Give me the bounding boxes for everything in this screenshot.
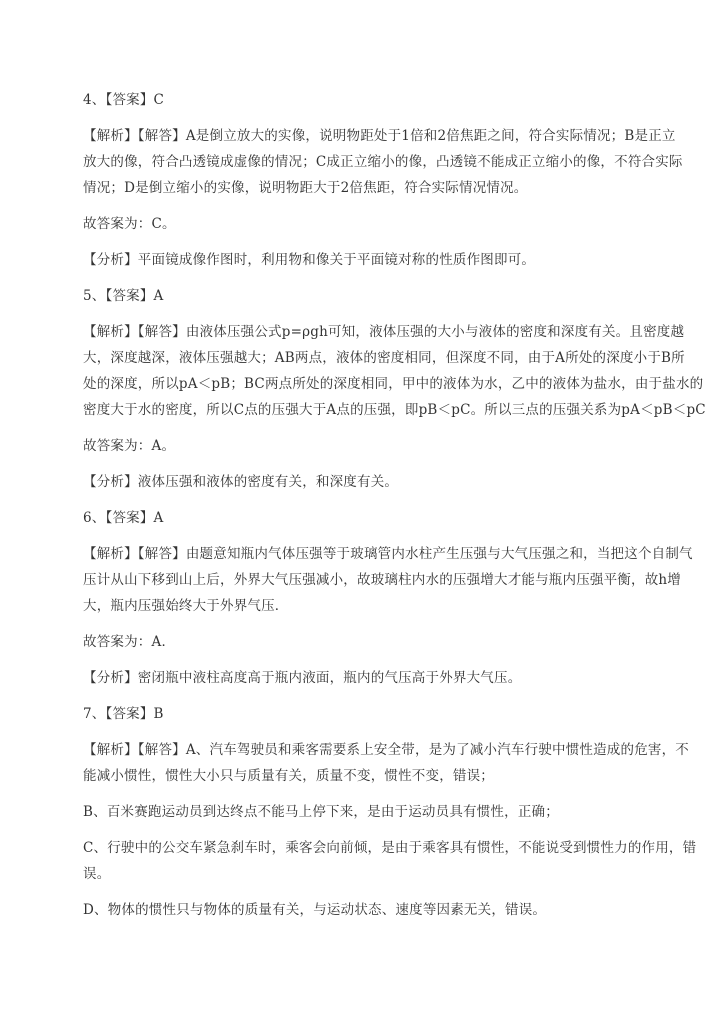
- option-b-explanation: B、百米赛跑运动员到达终点不能马上停下来，是由于运动员具有惯性，正确；: [83, 804, 559, 820]
- answer-heading: 5、【答案】A: [83, 288, 164, 304]
- solution-paragraph: 【解析】【解答】由液体压强公式p=ρgh可知，液体压强的大小与液体的密度和深度有关。且密度越 大，深度越深，液体压强越大；AB两点，液体的密度相同，但深度不同，由于A所处的深度小于B所 处的深度，所以pA＜pB；BC两点所处的深度相同，甲中的液体为水，乙中的液体为盐水，由于盐水的 密度大于水的密度，所以C点的压强大于A点的压强，即pB＜pC。所以三点的压强关系为pA＜pB＜pC: [83, 324, 706, 418]
- question-5: [83, 283, 706, 495]
- conclusion: 故答案为：A．: [83, 634, 176, 650]
- question-6: [83, 505, 693, 691]
- option-c-explanation: C、行驶中的公交车紧急刹车时，乘客会向前倾，是由于乘客具有惯性，不能说受到惯性力的作用，错 误。: [83, 840, 697, 882]
- answer-heading: 4、【答案】C: [83, 92, 165, 108]
- solution-paragraph: 【解析】【解答】A、汽车驾驶员和乘客需要系上安全带，是为了减小汽车行驶中惯性造成的危害，不 能减小惯性，惯性大小只与质量有关，质量不变，惯性不变，错误；: [83, 742, 689, 784]
- analysis-note: 【分析】平面镜成像作图时，利用物和像关于平面镜对称的性质作图即可。: [83, 252, 536, 268]
- answer-heading: 6、【答案】A: [83, 510, 164, 526]
- analysis-note: 【分析】密闭瓶中液柱高度高于瓶内液面，瓶内的气压高于外界大气压。: [83, 670, 522, 686]
- analysis-note: 【分析】液体压强和液体的密度有关，和深度有关。: [83, 474, 399, 490]
- question-7: [83, 701, 697, 923]
- conclusion: 故答案为：C。: [83, 216, 176, 232]
- solution-paragraph: 【解析】【解答】A是倒立放大的实像，说明物距处于1倍和2倍焦距之间，符合实际情况；B是正立 放大的像，符合凸透镜成虚像的情况；C成正立缩小的像，凸透镜不能成正立缩小的像，不符合实际 情况；D是倒立缩小的实像，说明物距大于2倍焦距，符合实际情况情况。: [83, 128, 683, 196]
- solution-paragraph: 【解析】【解答】由题意知瓶内气体压强等于玻璃管内水柱产生压强与大气压强之和，当把这个自制气 压计从山下移到山上后，外界大气压强减小，故玻璃柱内水的压强增大才能与瓶内压强平衡，故h增 大，瓶内压强始终大于外界气压．: [83, 546, 693, 614]
- conclusion: 故答案为：A。: [83, 438, 176, 454]
- answer-heading: 7、【答案】B: [83, 706, 164, 722]
- document-page: [83, 87, 706, 933]
- question-4: [83, 87, 683, 273]
- option-d-explanation: D、物体的惯性只与物体的质量有关，与运动状态、速度等因素无关，错误。: [83, 902, 547, 918]
